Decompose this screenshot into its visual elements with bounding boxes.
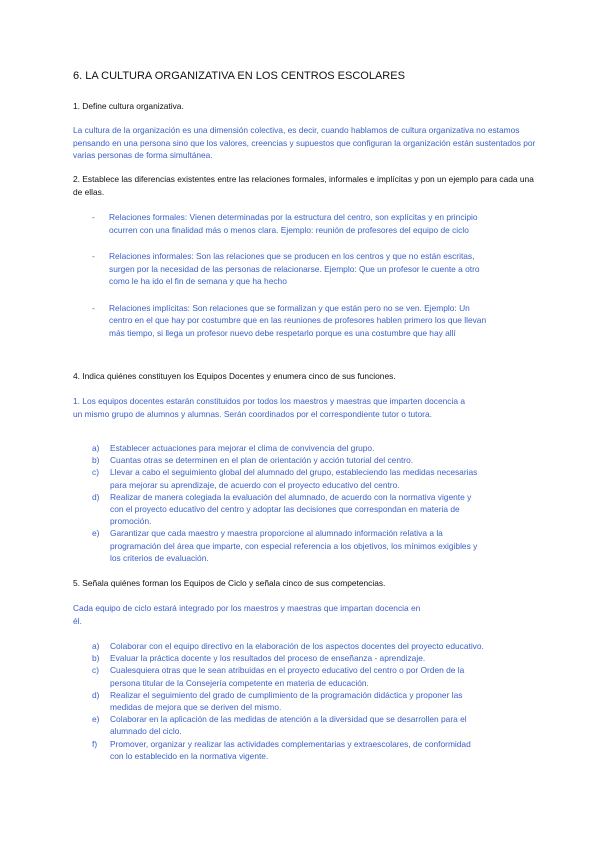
list-item: f) Promover, organizar y realizar las actividades complementarias y extraescolares, de conformidad con lo establecido en la normativa vigente.: [92, 738, 471, 761]
question-5: 5. Señala quiénes forman los Equipos de Ciclo y señala cinco de sus competencias.: [73, 578, 386, 588]
answer-1: La cultura de la organización es una dimensión colectiva, es decir, cuando hablamos de cultura organizativa no estamos pensando en una persona sino que los valores, creencias y supuestos que configuran la organización están sustentados por varias personas de forma simultánea.: [73, 125, 536, 160]
question-4: 4. Indica quiénes constituyen los Equipos Docentes y enumera cinco de sus funciones.: [73, 371, 396, 381]
list-item: d) Realizar el seguimiento del grado de cumplimiento de la programación didáctica y proponer las medidas de mejora que se deriven del mismo.: [92, 689, 463, 713]
list-item: e) Garantizar que cada maestro y maestra proporcione al alumnado información relativa a la programación del área que imparte, con especial referencia a los objetivos, los mínimos exigibles y los criterios de evaluación.: [92, 528, 478, 563]
question-2: 2. Establece las diferencias existentes entre las relaciones formales, informales e implícitas y pon un ejemplo para cada una de ellas.: [73, 174, 534, 197]
list-item: a) Establecer actuaciones para mejorar el clima de convivencia del grupo.: [92, 443, 375, 453]
docentes-functions-list: [92, 442, 484, 564]
list-item: d) Realizar de manera colegiada la evaluación del alumnado, de acuerdo con la normativa vigente y con el proyecto educativo del centro y adoptar las decisiones que correspondan en materia de promoción.: [92, 491, 472, 527]
list-item: e) Colaborar en la aplicación de las medidas de atención a la diversidad que se desarrollen para el alumnado del ciclo.: [92, 714, 467, 737]
answer-5: Cada equipo de ciclo estará integrado por los maestros y maestras que impartan docencia en él.: [73, 603, 421, 626]
list-item: c) Cualesquiera otras que le sean atribuidas en el proyecto educativo del centro o por Orden de la persona titular de la Consejería competente en materia de educación.: [92, 665, 465, 688]
list-item: c) Llevar a cabo el seguimiento global del alumnado del grupo, estableciendo las medidas necesarias para mejorar su aprendizaje, de acuerdo con el proyecto educativo del centro.: [92, 467, 478, 490]
list-item: - Relaciones formales: Vienen determinadas por la estructura del centro, son explícitas y en principio ocurren con una finalidad más o menos clara. Ejemplo: reunión de profesores del equipo de ciclo: [92, 211, 492, 236]
list-item: - Relaciones informales: Son las relaciones que se producen en los centros y que no están escritas, surgen por la necesidad de las personas de relacionarse. Ejemplo: Que un profesor le cuente a otro como le ha ido el fin de semana y que ha hecho: [92, 250, 492, 288]
answer-4: 1. Los equipos docentes estarán constituidos por todos los maestros y maestras que imparten docencia a un mismo grupo de alumnos y alumnas. Serán coordinados por el correspondiente tutor o tutora.: [73, 396, 465, 419]
list-item: - Relaciones implícitas: Son relaciones que se formalizan y que están pero no se ven. Ejemplo: Un centro en el que hay por costumbre que en las reuniones de profesores hablen primero los que llevan más tiempo, si llega un profesor nuevo debe respetarlo porque es una costumbre que hay allí: [92, 302, 492, 340]
ciclo-competences-list: [92, 640, 484, 762]
relations-list: [92, 211, 492, 353]
question-1: 1. Define cultura organizativa.: [73, 101, 184, 111]
list-item: a) Colaborar con el equipo directivo en la elaboración de los aspectos docentes del proyecto educativo.: [92, 641, 484, 651]
page-title: 6. LA CULTURA ORGANIZATIVA EN LOS CENTROS ESCOLARES: [73, 70, 405, 82]
list-item: b) Evaluar la práctica docente y los resultados del proceso de enseñanza - aprendizaje.: [92, 653, 426, 664]
list-item: b) Cuantas otras se determinen en el plan de orientación y acción tutorial del centro.: [92, 455, 414, 466]
